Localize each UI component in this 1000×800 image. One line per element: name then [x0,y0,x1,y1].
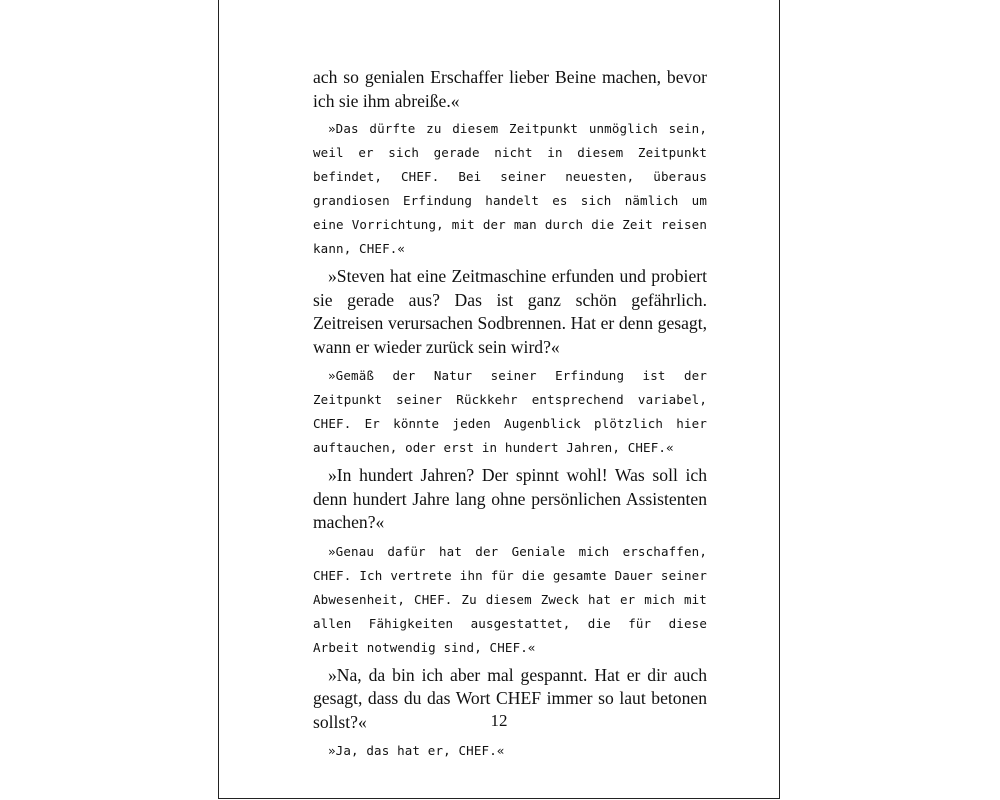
book-page [218,0,780,799]
paragraph-dialogue-3: »Na, da bin ich aber mal gespannt. Hat er dir auch gesagt, dass du das Wort CHEF immer so laut betonen sollst?« [313,664,707,732]
paragraph-robot-2: »Gemäß der Natur seiner Erfindung ist der Zeitpunkt seiner Rückkehr entsprechend variabel, CHEF. Er könnte jeden Augenblick plötzlich hier auftauchen, oder erst in hundert Jahren, CHEF.« [313,368,707,455]
paragraph-robot-3: »Genau dafür hat der Geniale mich erschaffen, CHEF. Ich vertrete ihn für die gesamte Dauer seiner Abwesenheit, CHEF. Zu diesem Zweck hat er mich mit allen Fähigkeiten ausgestattet, die für diese Arbeit notwendig sind, CHEF.« [313,543,707,655]
paragraph-robot-4: »Ja, das hat er, CHEF.« [328,743,505,758]
paragraph-dialogue-2: »In hundert Jahren? Der spinnt wohl! Was soll ich denn hundert Jahre lang ohne persönlichen Assistenten machen?« [313,465,707,532]
page-body [313,66,707,763]
paragraph-narrative-1: ach so genialen Erschaffer lieber Beine machen, bevor ich sie ihm abreiße.« [313,67,707,111]
paragraph-dialogue-1: »Steven hat eine Zeitmaschine erfunden und probiert sie gerade aus? Das ist ganz schön gefährlich. Zeitreisen verursachen Sodbrennen. Hat er denn gesagt, wann er wieder zurück sein wird?« [313,266,707,357]
page-number: 12 [490,711,508,730]
paragraph-robot-1: »Das dürfte zu diesem Zeitpunkt unmöglich sein, weil er sich gerade nicht in diesem Zeitpunkt befindet, CHEF. Bei seiner neuesten, überaus grandiosen Erfindung handelt es sich nämlich um eine Vorrichtung, mit der man durch die Zeit reisen kann, CHEF.« [313,121,707,256]
